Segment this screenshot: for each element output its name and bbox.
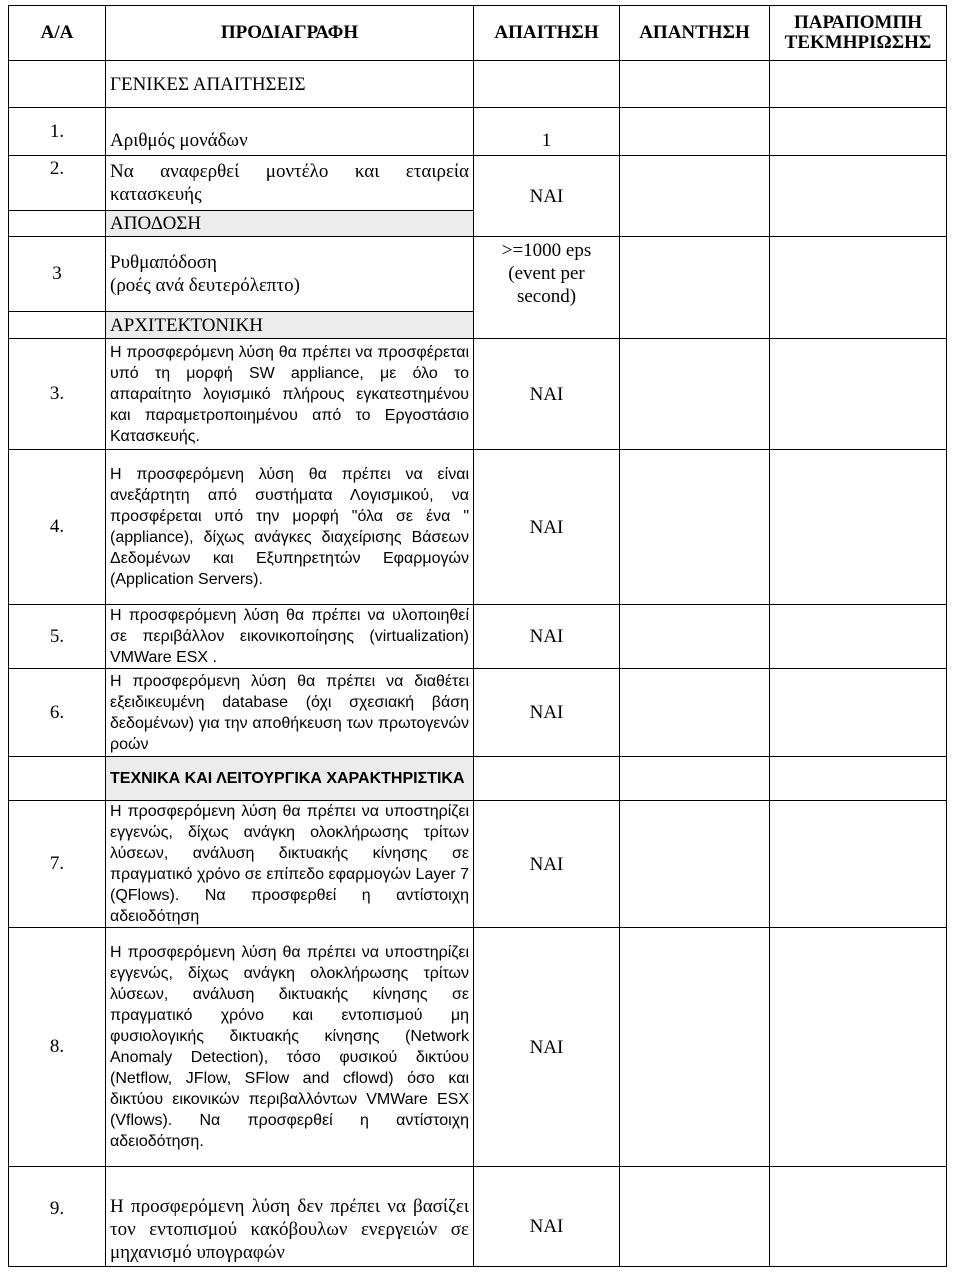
- row-number: 2.: [9, 156, 106, 211]
- header-aa: Α/Α: [9, 6, 106, 61]
- row-number: 1.: [9, 108, 106, 156]
- table-row: [9, 801, 947, 928]
- table-row: [9, 1167, 947, 1267]
- row-answer: [620, 669, 770, 757]
- row-answer: [620, 339, 770, 450]
- row-requirement: ΝΑΙ: [474, 450, 620, 605]
- row-spec: Να αναφερθεί μοντέλο και εταιρεία κατασκευής: [106, 156, 474, 211]
- row-answer: [620, 108, 770, 156]
- row-number: 3.: [9, 339, 106, 450]
- row-reference: [770, 108, 947, 156]
- row-requirement: 1: [474, 108, 620, 156]
- row-spec: Αριθμός μονάδων: [106, 108, 474, 156]
- specification-table: [8, 5, 947, 1267]
- row-requirement: ΝΑΙ: [474, 928, 620, 1167]
- row-answer: [620, 605, 770, 669]
- row-reference: [770, 1167, 947, 1267]
- table-row: [9, 156, 947, 211]
- row-spec: Η προσφερόμενη λύση θα πρέπει να προσφέρεται υπό τη μορφή SW appliance, με όλο το απαραίτητο λογισμικό πλήρους εγκατεστημένου και παραμετροποιημένου από το Εργοστάσιο Κατασκευής.: [106, 339, 474, 450]
- table-row: [9, 605, 947, 669]
- row-reference: [770, 605, 947, 669]
- row-requirement: ΝΑΙ: [474, 339, 620, 450]
- row-answer: [620, 156, 770, 237]
- header-requirement: ΑΠΑΙΤΗΣΗ: [474, 6, 620, 61]
- row-spec: Η προσφερόμενη λύση θα πρέπει να διαθέτει εξειδικευμένη database (όχι σχεσιακή βάση δεδομένων) για την αποθήκευση των πρωτογενών ροών: [106, 669, 474, 757]
- row-number: 9.: [9, 1167, 106, 1267]
- section-architecture: ΑΡΧΙΤΕΚΤΟΝΙΚΗ: [106, 312, 474, 339]
- row-answer: [620, 450, 770, 605]
- row-reference: [770, 237, 947, 339]
- row-answer: [620, 1167, 770, 1267]
- row-requirement: ΝΑΙ: [474, 801, 620, 928]
- row-reference: [770, 928, 947, 1167]
- spec-line: Ρυθμαπόδοση: [110, 252, 217, 273]
- row-number: 6.: [9, 669, 106, 757]
- row-spec: Η προσφερόμενη λύση θα πρέπει να υποστηρίζει εγγενώς, δίχως ανάγκη ολοκλήρωσης τρίτων λύσεων, ανάλυση δικτυακής κίνησης σε πραγματικό χρόνο και εντοπισμού μη φυσιολογικής δικτυακής κίνησης (Network Anomaly Detection), τόσο φυσικού δικτύου (Netflow, JFlow, SFlow and cflowd) όσο και δικτύου εικονικών περιβαλλόντων VMWare ESX (Vflows). Να προσφερθεί η αντίστοιχη αδειοδότηση.: [106, 928, 474, 1167]
- table-row: [9, 928, 947, 1167]
- header-answer: ΑΠΑΝΤΗΣΗ: [620, 6, 770, 61]
- row-requirement: ΝΑΙ: [474, 156, 620, 237]
- header-spec: ΠΡΟΔΙΑΓΡΑΦΗ: [106, 6, 474, 61]
- spec-line: (ροές ανά δευτερόλεπτο): [110, 275, 300, 296]
- table-row: [9, 108, 947, 156]
- row-answer: [620, 237, 770, 339]
- row-spec: Η προσφερόμενη λύση θα πρέπει να υποστηρίζει εγγενώς, δίχως ανάγκη ολοκλήρωσης τρίτων λύσεων, ανάλυση δικτυακής κίνησης σε πραγματικό χρόνο σε επίπεδο εφαρμογών Layer 7 (QFlows). Να προσφερθεί η αντίστοιχη αδειοδότηση: [106, 801, 474, 928]
- table-row: [9, 450, 947, 605]
- section-row: [9, 61, 947, 108]
- section-general: ΓΕΝΙΚΕΣ ΑΠΑΙΤΗΣΕΙΣ: [106, 61, 474, 108]
- row-spec: [106, 237, 474, 312]
- row-reference: [770, 156, 947, 237]
- table-row: [9, 669, 947, 757]
- row-number: 8.: [9, 928, 106, 1167]
- row-answer: [620, 928, 770, 1167]
- row-number: 4.: [9, 450, 106, 605]
- row-requirement: >=1000 eps (event per second): [474, 237, 620, 339]
- row-reference: [770, 669, 947, 757]
- row-reference: [770, 339, 947, 450]
- header-row: [9, 6, 947, 61]
- row-requirement: ΝΑΙ: [474, 605, 620, 669]
- row-requirement: ΝΑΙ: [474, 669, 620, 757]
- row-spec: Η προσφερόμενη λύση θα πρέπει να υλοποιηθεί σε περιβάλλον εικονικοποίησης (virtualization) VMWare ESX .: [106, 605, 474, 669]
- table-row: [9, 237, 947, 312]
- row-spec: Η προσφερόμενη λύση δεν πρέπει να βασίζει τον εντοπισμού κακόβουλων ενεργειών σε μηχανισμό υπογραφών: [106, 1167, 474, 1267]
- row-reference: [770, 450, 947, 605]
- section-technical: ΤΕΧΝΙΚΑ ΚΑΙ ΛΕΙΤΟΥΡΓΙΚΑ ΧΑΡΑΚΤΗΡΙΣΤΙΚΑ: [106, 757, 474, 801]
- row-number: 5.: [9, 605, 106, 669]
- header-reference: ΠΑΡΑΠΟΜΠΗ ΤΕΚΜΗΡΙΩΣΗΣ: [770, 6, 947, 61]
- row-number: 3: [9, 237, 106, 312]
- table-row: [9, 339, 947, 450]
- row-answer: [620, 801, 770, 928]
- row-requirement: ΝΑΙ: [474, 1167, 620, 1267]
- row-reference: [770, 801, 947, 928]
- row-spec: Η προσφερόμενη λύση θα πρέπει να είναι ανεξάρτητη από συστήματα Λογισμικού, να προσφέρεται υπό την μορφή "όλα σε ένα " (appliance), δίχως ανάγκες διαχείρισης Βάσεων Δεδομένων και Εξυπηρετητών Εφαρμογών (Application Servers).: [106, 450, 474, 605]
- section-row: [9, 757, 947, 801]
- row-number: 7.: [9, 801, 106, 928]
- section-performance: ΑΠΟΔΟΣΗ: [106, 211, 474, 237]
